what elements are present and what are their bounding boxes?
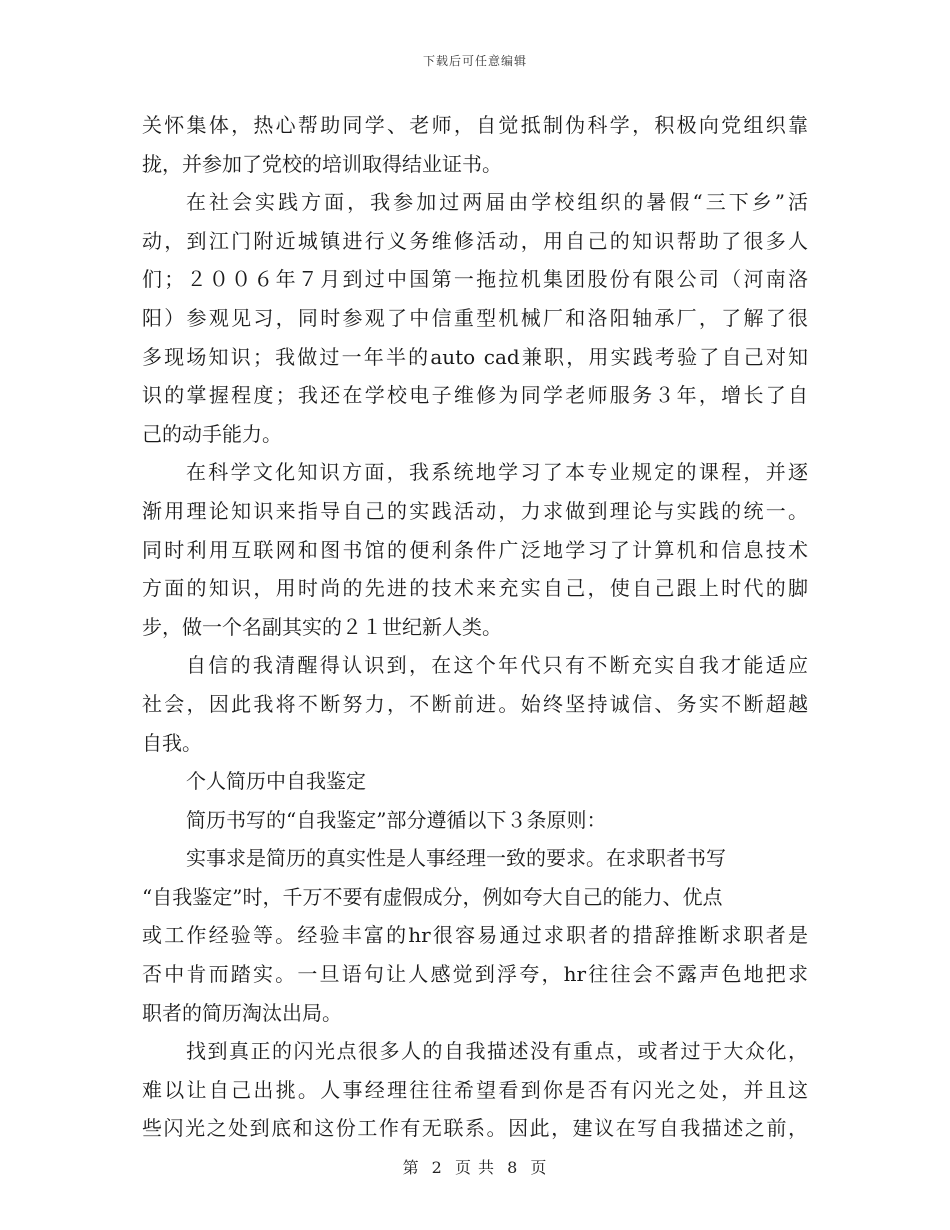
text-line: 方面的知识，用时尚的先进的技术来充实自己，使自己跟上时代的脚 [142, 576, 808, 601]
text-line: 己的动手能力。 [142, 421, 282, 446]
text-line: 在科学文化知识方面，我系统地学习了本专业规定的课程，并逐 [186, 460, 808, 485]
text-line: 职者的简历淘汰出局。 [142, 1000, 342, 1025]
text-line: 社会，因此我将不断努力，不断前进。始终坚持诚信、务实不断超越 [142, 691, 808, 716]
text-line: 同时利用互联网和图书馆的便利条件广泛地学习了计算机和信息技术 [142, 537, 808, 562]
text-line: 或工作经验等。经验丰富的hr很容易通过求职者的措辞推断求职者是 [142, 923, 808, 948]
text-line: 关怀集体，热心帮助同学、老师，自觉抵制伪科学，积极向党组织靠 [142, 113, 808, 137]
text-line: 自信的我清醒得认识到，在这个年代只有不断充实自我才能适应 [186, 653, 808, 678]
page-footer [0, 1155, 950, 1178]
footer-suffix: 页 [530, 1158, 548, 1177]
text-line: “自我鉴定”时，千万不要有虚假成分，例如夸大自己的能力、优点 [142, 884, 723, 909]
text-line: 阳）参观见习，同时参观了中信重型机械厂和洛阳轴承厂，了解了很 [142, 305, 808, 330]
text-line: 们；２００６年７月到过中国第一拖拉机集团股份有限公司（河南洛 [142, 267, 808, 292]
page-header: 下载后可任意编辑 [422, 54, 527, 68]
text-line: 动，到江门附近城镇进行义务维修活动，用自己的知识帮助了很多人 [142, 228, 808, 253]
text-line: 多现场知识；我做过一年半的auto cad兼职，用实践考验了自己对知 [142, 344, 808, 369]
footer-prefix: 第 [402, 1158, 420, 1177]
text-line: 找到真正的闪光点很多人的自我描述没有重点，或者过于大众化， [186, 1039, 808, 1064]
text-line: 识的掌握程度；我还在学校电子维修为同学老师服务３年，增长了自 [142, 383, 808, 408]
page-total: 8 [507, 1158, 519, 1177]
footer-mid: 页 共 [454, 1158, 496, 1177]
document-body [142, 106, 808, 1148]
page-number: 2 [431, 1158, 443, 1177]
section-heading: 个人简历中自我鉴定 [186, 769, 366, 794]
text-line: 简历书写的“自我鉴定”部分遵循以下３条原则： [186, 807, 607, 832]
text-line: 自我。 [142, 730, 202, 755]
text-line: 渐用理论知识来指导自己的实践活动，力求做到理论与实践的统一。 [142, 498, 808, 523]
text-line: 步，做一个名副其实的２１世纪新人类。 [142, 614, 502, 639]
text-line: 拢，并参加了党校的培训取得结业证书。 [142, 151, 502, 176]
text-line: 实事求是简历的真实性是人事经理一致的要求。在求职者书写 [186, 846, 726, 871]
text-line: 在社会实践方面，我参加过两届由学校组织的暑假“三下乡”活 [186, 190, 808, 215]
text-line: 否中肯而踏实。一旦语句让人感觉到浮夸，hr往往会不露声色地把求 [142, 962, 808, 987]
text-line: 难以让自己出挑。人事经理往往希望看到你是否有闪光之处，并且这 [142, 1077, 808, 1102]
text-line: 些闪光之处到底和这份工作有无联系。因此，建议在写自我描述之前， [142, 1116, 808, 1141]
